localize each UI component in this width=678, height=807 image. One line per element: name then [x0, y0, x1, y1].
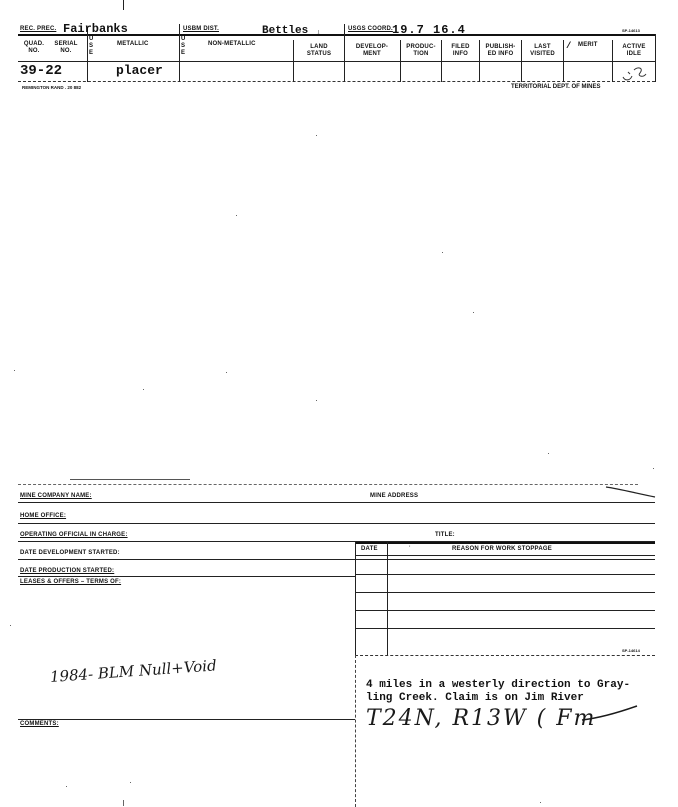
leases-label: LEASES & OFFERS – TERMS OF:	[20, 579, 122, 585]
comments-rule	[18, 719, 355, 720]
col-active-idle: ACTIVE IDLE	[622, 44, 646, 57]
stoppage-left-border	[355, 542, 356, 655]
dept-note: TERRITORIAL DEPT. OF MINES	[511, 84, 601, 90]
sep-6	[441, 40, 442, 82]
reason-col-label: REASON FOR WORK STOPPAGE	[452, 546, 552, 552]
usbm-dist-mark: ↓	[316, 28, 322, 38]
sep-11	[655, 34, 656, 82]
col-merit: MERIT	[578, 42, 598, 48]
stoppage-bottom-rule	[355, 655, 655, 656]
stoppage-date-divider	[387, 542, 388, 655]
printer-note: REMINGTON RAND . 20 882	[22, 85, 82, 90]
col-published-info: PUBLISH-ED INFO	[485, 44, 516, 57]
quad-serial-value: 39-22	[20, 63, 63, 79]
handwritten-township: T24N, R13W ( Fm	[366, 706, 597, 731]
title-label: TITLE:	[435, 532, 455, 538]
stoppage-top-rule	[355, 542, 655, 544]
sep-4	[344, 24, 345, 82]
address-pen-stroke-icon	[605, 484, 657, 500]
col-production: PRODUC-TION	[406, 44, 436, 57]
date-development-rule	[18, 559, 655, 560]
stoppage-row-2	[355, 592, 655, 593]
stoppage-row-1	[355, 574, 655, 575]
typed-note-line-2: ling Creek. Claim is on Jim River	[366, 692, 584, 704]
township-pen-stroke-icon	[580, 704, 640, 724]
sep-7	[479, 40, 480, 82]
col-nonmetallic: NON-METALLIC	[208, 41, 256, 47]
date-production-label: DATE PRODUCTION STARTED:	[20, 568, 115, 574]
sep-2	[179, 24, 180, 82]
top-tick	[123, 0, 124, 10]
sep-10	[612, 40, 613, 82]
sep-3	[293, 40, 294, 82]
mine-company-label: MINE COMPANY NAME:	[20, 493, 92, 499]
handwritten-blm-note: 1984- BLM Null+Void	[49, 656, 218, 686]
sep-9	[563, 40, 564, 82]
stoppage-row-4	[355, 628, 655, 629]
usbm-dist-label: USBM DIST.	[183, 26, 220, 32]
form-number-bottom: SP-14614	[622, 648, 640, 653]
header-mid-rule	[18, 61, 655, 62]
date-production-rule	[18, 576, 355, 577]
active-idle-scribble-icon	[620, 64, 654, 84]
col-land-status: LAND STATUS	[306, 44, 332, 57]
date-col-label: DATE	[361, 546, 378, 552]
metallic-value: placer	[116, 63, 163, 78]
home-office-rule	[18, 523, 655, 524]
sep-1	[87, 28, 88, 82]
typed-note-line-1: 4 miles in a westerly direction to Gray-	[366, 679, 631, 691]
rec-prec-value: Fairbanks	[63, 22, 128, 36]
stoppage-row-3	[355, 610, 655, 611]
date-development-label: DATE DEVELOPMENT STARTED:	[20, 550, 120, 556]
mine-company-rule	[18, 502, 655, 503]
col-u-nonmetallic: U S E	[181, 36, 186, 56]
mine-address-label: MINE ADDRESS	[370, 493, 419, 499]
lower-top-dash	[18, 484, 638, 485]
usbm-dist-value: Bettles	[262, 25, 309, 37]
stoppage-header-rule	[355, 555, 655, 556]
lower-faint-line	[70, 479, 190, 480]
form-number-top: SP-14613	[622, 28, 640, 33]
home-office-label: HOME OFFICE:	[20, 513, 67, 519]
sep-8	[521, 40, 522, 82]
usgs-coord-value: 19.7 16.4	[392, 23, 466, 37]
rec-prec-label: REC. PREC.	[20, 26, 57, 32]
comments-label: COMMENTS:	[20, 721, 59, 727]
lower-vertical-divider	[355, 655, 356, 807]
col-serial: SERIAL NO.	[54, 41, 78, 54]
usgs-coord-label: USGS COORD.	[348, 26, 393, 32]
operating-official-label: OPERATING OFFICIAL IN CHARGE:	[20, 532, 128, 538]
col-metallic: METALLIC	[117, 41, 149, 47]
col-u-metallic: U S E	[89, 36, 94, 56]
date-col-dot: ·	[409, 544, 411, 550]
merit-slash: /	[566, 41, 572, 51]
col-development: DEVELOP-MENT	[355, 44, 389, 57]
col-quad: QUAD. NO.	[23, 41, 45, 54]
col-last-visited: LAST VISITED	[530, 44, 555, 57]
header-bottom-rule	[18, 81, 655, 82]
sep-5	[400, 40, 401, 82]
col-filed-info: FILED INFO	[451, 44, 470, 57]
